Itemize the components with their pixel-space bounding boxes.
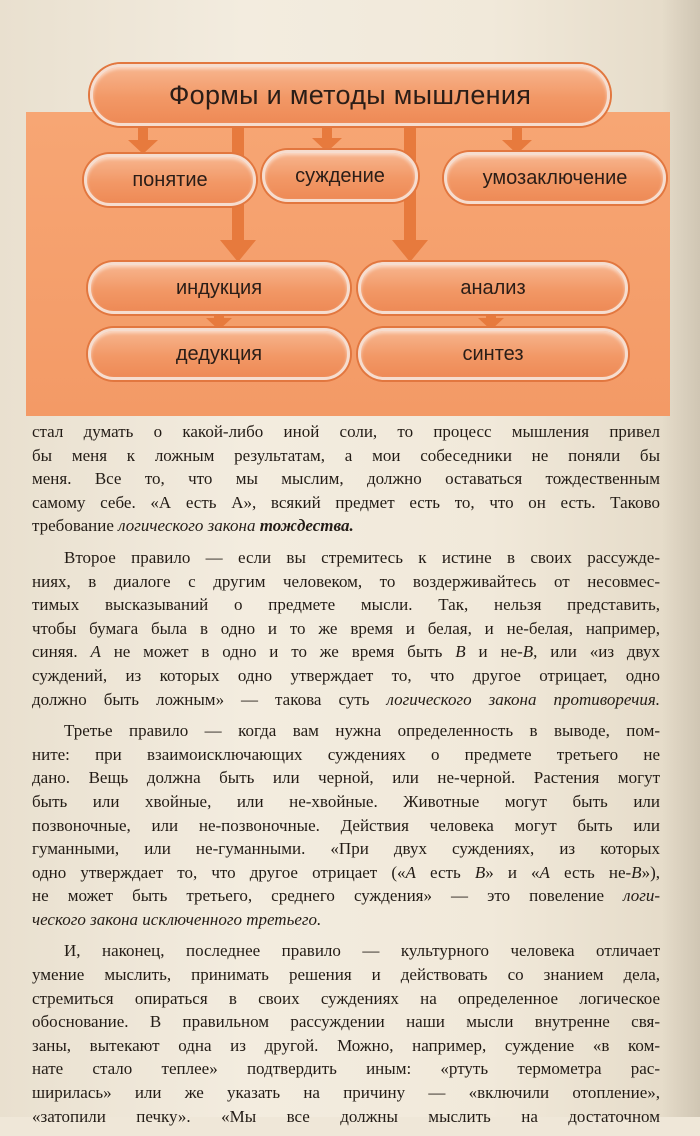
text-fragment: . bbox=[349, 516, 354, 536]
italic-term: логического закона bbox=[118, 516, 260, 536]
text-line bbox=[32, 640, 660, 664]
node-suzhdenie: суждение bbox=[262, 150, 418, 202]
text-line: «затопили печку». «Мы все должны мыслить на достаточном bbox=[32, 1106, 660, 1126]
text-line: позвоночные, или не-позвоночные. Действия человека могут быть или bbox=[32, 815, 660, 835]
paragraph-1 bbox=[32, 420, 660, 538]
text-line: меня. Все то, что мы мыслим, должно оставаться тождественным bbox=[32, 469, 660, 489]
node-umozaklyuchenie: умозаключение bbox=[444, 152, 666, 204]
italic-term: логического закона противоречия bbox=[386, 689, 656, 709]
paragraph-2 bbox=[32, 546, 660, 711]
text-line: умение мыслить, принимать решения и действовать со знанием дела, bbox=[32, 965, 660, 985]
text-fragment: . bbox=[655, 689, 660, 709]
text-line: бы меня к ложным результатам, а мои собеседники не поняли бы bbox=[32, 445, 660, 465]
text-fragment: синяя. bbox=[32, 642, 91, 662]
italic-letter: А bbox=[90, 642, 101, 662]
text-fragment: не может быть третьего, среднего суждения» — это повеление bbox=[32, 886, 624, 906]
text-fragment: » и « bbox=[485, 862, 540, 882]
text-line bbox=[32, 908, 660, 932]
paragraph-3 bbox=[32, 719, 660, 931]
text-fragment: есть bbox=[415, 862, 475, 882]
bold-italic-term: тождества bbox=[259, 516, 350, 536]
text-fragment: требование bbox=[32, 516, 119, 536]
text-line: ните: при взаимоисключающих суждениях о предмете третьего не bbox=[32, 744, 660, 764]
node-dedukciya: дедукция bbox=[88, 328, 350, 380]
italic-letter: А bbox=[405, 862, 416, 882]
text-line: гуманными, или не-гуманными. «При двух суждениях, из которых bbox=[32, 839, 660, 859]
text-fragment: и не- bbox=[465, 642, 523, 662]
text-line: стал думать о какой-либо иной соли, то процесс мышления привел bbox=[32, 422, 660, 441]
text-line: чтобы бумага была в одно и то же время и белая, и не-белая, например, bbox=[32, 618, 660, 638]
text-line: быть или хвойные, или не-хвойные. Животные могут быть или bbox=[32, 791, 660, 811]
italic-letter: В bbox=[474, 862, 486, 882]
text-line: Второе правило — если вы стремитесь к истине в своих рассужде- bbox=[64, 547, 660, 567]
text-fragment: . bbox=[317, 909, 322, 929]
italic-letter: В bbox=[522, 642, 534, 662]
text-line bbox=[32, 688, 660, 712]
text-fragment: »), bbox=[641, 862, 660, 882]
text-line bbox=[32, 514, 660, 538]
italic-letter: А bbox=[539, 862, 550, 882]
text-fragment: не может в одно и то же время быть bbox=[100, 642, 456, 662]
text-line bbox=[32, 861, 660, 885]
italic-term: логи- bbox=[623, 886, 660, 906]
node-sintez: синтез bbox=[358, 328, 628, 380]
text-line: стремиться опираться в своих суждениях на определенное логическое bbox=[32, 988, 660, 1008]
text-line: ниях, в диалоге с другим человеком, то воздерживайтесь от несовмес- bbox=[32, 571, 660, 591]
text-line: самому себе. «А есть А», всякий предмет есть то, что он есть. Таково bbox=[32, 492, 660, 512]
text-fragment: есть не- bbox=[549, 862, 632, 882]
body-text bbox=[32, 420, 660, 1136]
text-line: ширилась» или же указать на причину — «включили отопление», bbox=[32, 1083, 660, 1103]
text-line: нате стало теплее» подтвердить иным: «ртуть термометра рас- bbox=[32, 1059, 660, 1079]
text-line: заны, вытекают одна из другой. Можно, например, суждение «в ком- bbox=[32, 1035, 660, 1055]
node-indukciya: индукция bbox=[88, 262, 350, 314]
text-line: Третье правило — когда вам нужна определенность в выводе, пом- bbox=[64, 721, 660, 741]
italic-term: ческого закона исключенного третьего bbox=[32, 909, 317, 929]
thinking-forms-diagram bbox=[26, 52, 670, 418]
paragraph-4 bbox=[32, 939, 660, 1128]
text-fragment: , или «из двух bbox=[533, 642, 660, 662]
text-fragment: должно быть ложным» — такова суть bbox=[32, 689, 387, 709]
text-line: дано. Вещь должна быть или черной, или не-черной. Растения могут bbox=[32, 768, 660, 788]
italic-letter: В bbox=[631, 862, 642, 882]
text-line bbox=[32, 884, 660, 908]
node-ponyatie: понятие bbox=[84, 154, 256, 206]
diagram-title: Формы и методы мышления bbox=[90, 64, 610, 126]
text-line: И, наконец, последнее правило — культурного человека отличает bbox=[64, 941, 660, 961]
text-line: суждений, из которых одно утверждает то, что другое отрицает, одно bbox=[32, 665, 660, 685]
text-line: обоснование. В правильном рассуждении наши мысли внутренне свя- bbox=[32, 1012, 660, 1032]
text-fragment: одно утверждает то, что другое отрицает (« bbox=[32, 862, 406, 882]
text-line: тимых высказываний о предмете мысли. Так, нельзя представить, bbox=[32, 595, 660, 615]
italic-letter: В bbox=[455, 642, 466, 662]
node-analiz: анализ bbox=[358, 262, 628, 314]
